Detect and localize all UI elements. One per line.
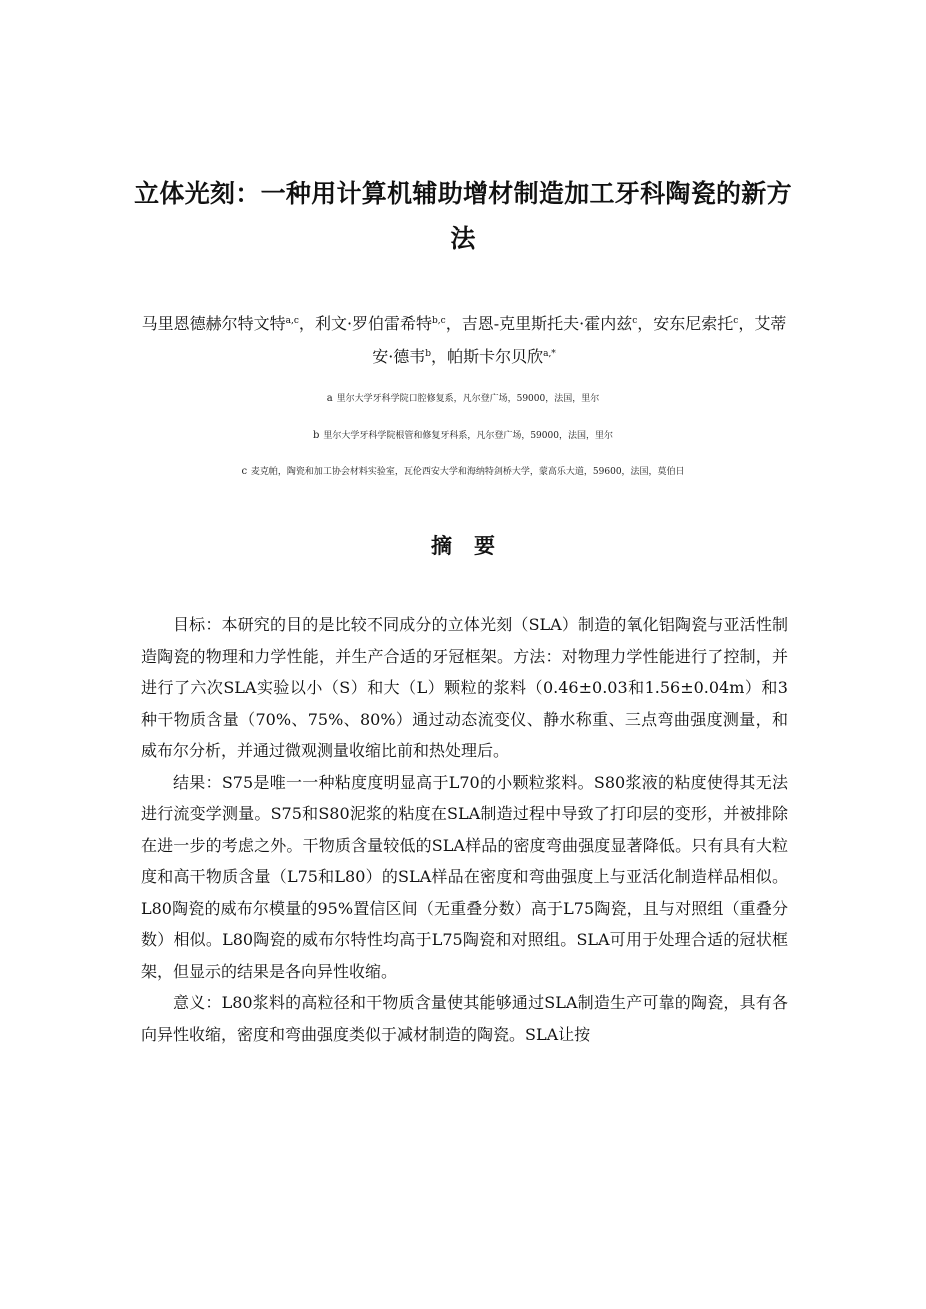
abstract-paragraph-results: 结果：S75是唯一一种粘度度明显高于L70的小颗粒浆料。S80浆液的粘度使得其无法进行流变学测量。S75和S80泥浆的粘度在SLA制造过程中导致了打印层的变形，并被排除在进一步的考虑之外。干物质含量较低的SLA样品的密度弯曲强度显著降低。只有具有大粒度和高干物质含量（L75和L80）的SLA样品在密度和弯曲强度上与亚活化制造样品相似。L80陶瓷的威布尔模量的95%置信区间（无重叠分数）高于L75陶瓷，且与对照组（重叠分数）相似。L80陶瓷的威布尔特性均高于L75陶瓷和对照组。SLA可用于处理合适的冠状框架，但显示的结果是各向异性收缩。 xyxy=(141,772,788,981)
author-name: 马里恩德赫尔特文特 xyxy=(141,314,286,333)
author-name: 安东尼索托 xyxy=(653,314,734,333)
author-name: 利文·罗伯雷希特 xyxy=(314,314,433,333)
author-name: 吉恩-克里斯托夫·霍内兹 xyxy=(461,314,633,333)
abstract-body xyxy=(141,609,788,1050)
affiliation-b xyxy=(120,429,806,443)
affiliation-mark: c xyxy=(241,466,248,477)
affiliation-c xyxy=(120,465,806,479)
abstract-paragraph-significance: 意义：L80浆料的高粒径和干物质含量使其能够通过SLA制造生产可靠的陶瓷，具有各向异性收缩，密度和弯曲强度类似于减材制造的陶瓷。SLA让按 xyxy=(141,993,788,1044)
affiliation-mark: a xyxy=(326,393,333,404)
abstract-paragraph-objective: 目标：本研究的目的是比较不同成分的立体光刻（SLA）制造的氧化铝陶瓷与亚活性制造陶瓷的物理和力学性能，并生产合适的牙冠框架。方法：对物理力学性能进行了控制，并进行了六次SLA实验以小（S）和大（L）颗粒的浆料（0.46±0.03和1.56±0.04m）和3种干物质含量（70%、75%、80%）通过动态流变仪、静水称重、三点弯曲强度测量，和威布尔分析，并通过微观测量收缩比前和热处理后。 xyxy=(141,615,788,760)
author-affiliation-mark: a,c xyxy=(285,316,299,326)
affiliation-mark: b xyxy=(313,430,320,441)
author-list: 马里恩德赫尔特文特$^{a,c}$，利文·罗伯雷希特$^{b,c}$，吉恩-克里斯托夫·霍内兹$^c$，安东尼索托$^c$，艾蒂安·德韦$^b$，帕斯卡尔贝欣$^{a,*}$ xyxy=(141,314,787,366)
author-affiliation-mark: b xyxy=(425,349,432,359)
affiliation-a xyxy=(120,392,806,406)
abstract-heading: 摘要 xyxy=(431,534,517,558)
affiliation-text: 里尔大学牙科学院口腔修复系，凡尔登广场，59000，法国，里尔 xyxy=(336,394,600,404)
author-name: 艾蒂安·德韦 xyxy=(372,314,787,366)
author-name: 帕斯卡尔贝欣 xyxy=(447,347,544,366)
affiliation-text: 麦克帕，陶瓷和加工协会材料实验室，瓦伦西安大学和海纳特剑桥大学，蒙高乐大道，59600，法国，莫伯日 xyxy=(250,467,685,477)
affiliation-text: 里尔大学牙科学院根管和修复牙科系，凡尔登广场，59000，法国，里尔 xyxy=(323,431,613,441)
author-affiliation-mark: c xyxy=(733,316,739,326)
author-affiliation-mark: b,c xyxy=(432,316,446,326)
author-affiliation-mark: c xyxy=(632,316,638,326)
paper-title: 立体光刻：一种用计算机辅助增材制造加工牙科陶瓷的新方法 xyxy=(134,179,792,253)
author-affiliation-mark: a,* xyxy=(543,349,556,359)
